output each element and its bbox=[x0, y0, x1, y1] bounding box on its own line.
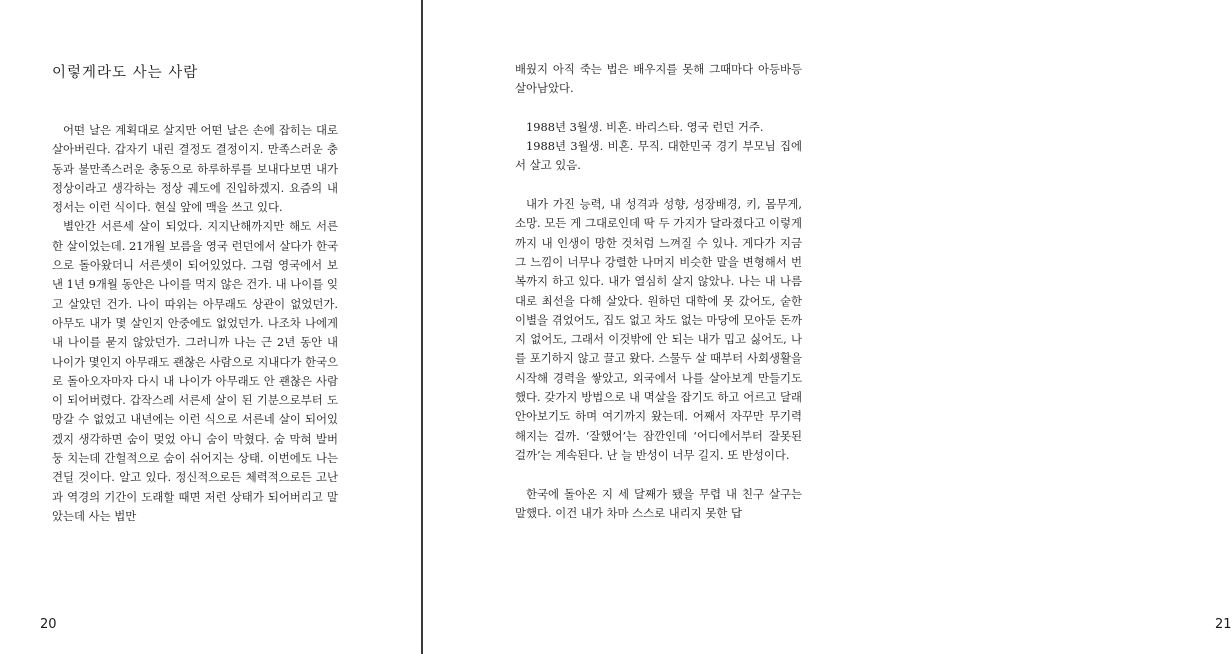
paragraph-gap bbox=[515, 176, 802, 195]
page-number-left: 20 bbox=[40, 617, 57, 632]
left-page bbox=[0, 0, 421, 654]
profile-line: 1988년 3월생. 비혼. 무직. 대한민국 경기 부모님 집에서 살고 있음. bbox=[515, 139, 802, 173]
profile-line: 1988년 3월생. 비혼. 바리스타. 영국 런던 거주. bbox=[526, 119, 764, 134]
paragraph: 한국에 돌아온 지 세 달째가 됐을 무렵 내 친구 살구는 말했다. 이건 내가 차마 스스로 내리지 못한 답 bbox=[515, 486, 802, 520]
paragraph: 별안간 서른세 살이 되었다. 지지난해까지만 해도 서른한 살이었는데. 21개월 보름을 영국 런던에서 살다가 한국으로 돌아왔더니 서른셋이 되어있었다. 그럼 영국에서 보낸 1년 9개월 동안은 나이를 먹지 않은 건가. 내 나이를 잊고 살았던 건가. 나이 따위는 아무래도 상관이 없었던가. 아무도 내가 몇 살인지 안중에도 없었던가. 나조차 나에게 내 나이를 묻지 않았던가. 그러니까 나는 근 2년 동안 내 나이가 몇인지 아무래도 괜찮은 사람으로 지내다가 한국으로 돌아오자마자 다시 내 나이가 아무래도 안 괜찮은 사람이 되어버렸다. 갑작스레 서른세 살이 된 기분으로부터 도망갈 수 없었고 내년에는 이런 식으로 서른네 살이 되어있겠지 생각하면 숨이 멎었 아니 숨이 막혔다. 숨 막혀 발버둥 치는데 간헐적으로 숨이 쉬어지는 상태. 이번에도 나는 견딜 것이다. 알고 있다. 정신적으로든 체력적으로든 고난과 역경의 기간이 도래할 때면 저런 상태가 되어버리고 말았는데 사는 법만 bbox=[52, 219, 338, 523]
paragraph: 어떤 날은 계획대로 살지만 어떤 날은 손에 잡히는 대로 살아버린다. 갑자기 내린 결정도 결정이지. 만족스러운 충동과 불만족스러운 충동으로 하루하루를 보내다보면 내가 정상이라고 생각하는 정상 궤도에 진입하겠지. 요즘의 내 정서는 이런 식이다. 현실 앞에 맥을 쓰고 있다. bbox=[52, 123, 338, 215]
chapter-title: 이렇게라도 사는 사람 bbox=[52, 65, 199, 81]
paragraph-gap bbox=[515, 465, 802, 484]
left-body-text bbox=[52, 121, 338, 526]
page-number-right: 21 bbox=[1215, 617, 1232, 632]
paragraph: 내가 가진 능력, 내 성격과 성향, 성장배경, 키, 몸무게, 소망. 모든 게 그대로인데 딱 두 가지가 달라졌다고 이렇게까지 내 인생이 망한 것처럼 느껴질 수 있나. 게다가 지금 그 느낌이 너무나 강렬한 나머지 비슷한 말을 변형해서 번복까지 하고 있다. 내가 열심히 살지 않았나. 나는 내 나름대로 최선을 다해 살았다. 원하던 대학에 못 갔어도, 숱한 이별을 겪었어도, 집도 없고 차도 없는 마당에 모아둔 돈까지 없어도, 그래서 이것밖에 안 되는 내가 밉고 싫어도, 나를 포기하지 않고 끌고 왔다. 스물두 살 때부터 사회생활을 시작해 경력을 쌓았고, 외국에서 나를 살아보게 만들기도 했다. 갖가지 방법으로 내 멱살을 잡기도 하고 어르고 달래 안아보기도 하며 여기까지 왔는데. 어째서 자꾸만 무기력해지는 걸까. ‘잘했어’는 잠깐인데 ‘어디에서부터 잘못된 걸까’는 계속된다. 난 늘 반성이 너무 길지. 또 반성이다. bbox=[515, 197, 802, 462]
right-body-text bbox=[515, 60, 802, 523]
paragraph-gap bbox=[515, 99, 802, 118]
page-divider bbox=[421, 0, 423, 654]
paragraph: 배웠지 아직 죽는 법은 배우지를 못해 그때마다 아등바등 살아남았다. bbox=[515, 62, 802, 96]
